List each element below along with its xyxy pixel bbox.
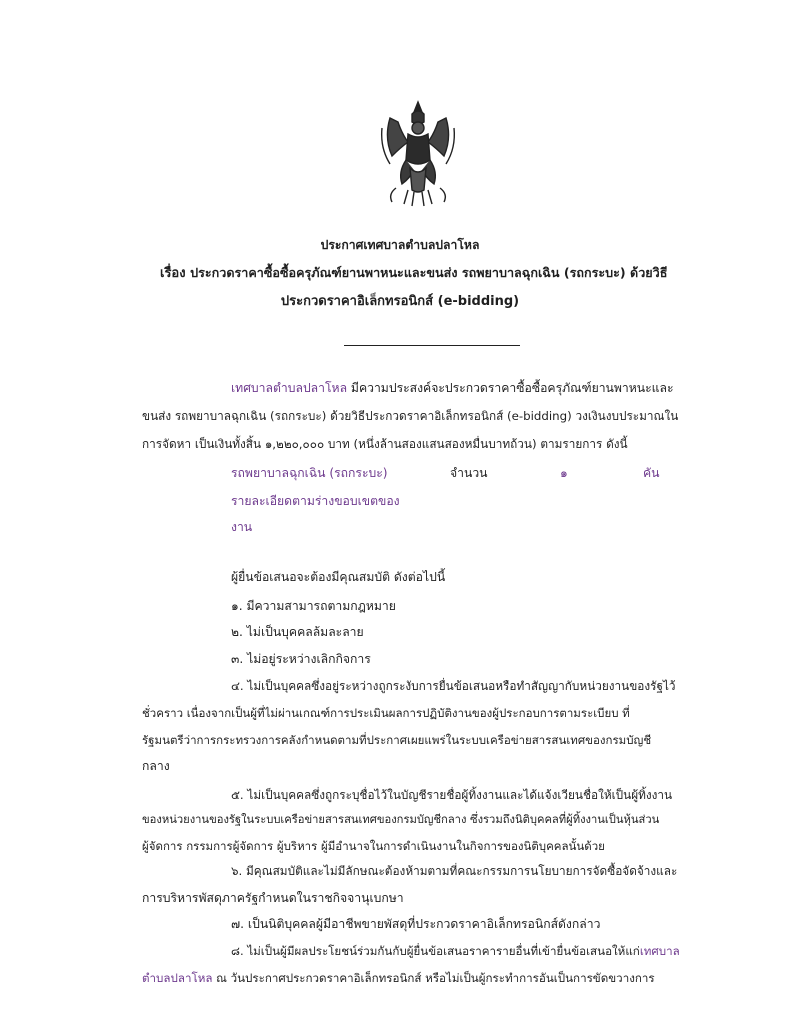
- qualification-2: ๒. ไม่เป็นบุคคลล้มละลาย: [231, 625, 364, 639]
- qualifications-heading: ผู้ยื่นข้อเสนอจะต้องมีคุณสมบัติ ดังต่อไปนี้: [231, 570, 446, 584]
- qualification-5-line3: ผู้จัดการ กรรมการผู้จัดการ ผู้บริหาร ผู้มีอำนาจในการดำเนินงานในกิจการของนิติบุคคลนั้นด้วย: [142, 839, 605, 853]
- item-unit: คัน: [643, 466, 660, 480]
- title-divider: [344, 345, 520, 346]
- announcement-org-line: ประกาศเทศบาลตำบลปลาโหล: [320, 238, 480, 252]
- qualification-4-line2: ชั่วคราว เนื่องจากเป็นผู้ที่ไม่ผ่านเกณฑ์การประเมินผลการปฏิบัติงานของผู้ประกอบการตามระเบียบ ที่: [142, 706, 630, 720]
- intro-org-name: เทศบาลตำบลปลาโหล: [231, 381, 348, 395]
- intro-line-2: ขนส่ง รถพยาบาลฉุกเฉิน (รถกระบะ) ด้วยวิธีประกวดราคาอิเล็กทรอนิกส์ (e-bidding) วงเงินงบประมาณใน: [142, 409, 679, 423]
- item-detail-line2: งาน: [231, 520, 253, 534]
- garuda-emblem-icon: [378, 98, 458, 210]
- qualification-4-line4: กลาง: [142, 759, 170, 773]
- qualification-8-line2: ตำบลปลาโหล ณ วันประกาศประกวดราคาอิเล็กทรอนิกส์ หรือไม่เป็นผู้กระทำการอันเป็นการขัดขวางการ: [142, 971, 655, 985]
- qualification-8-org-a: เทศบาล: [639, 944, 680, 958]
- item-qty-label: จำนวน: [450, 466, 488, 480]
- qualification-3: ๓. ไม่อยู่ระหว่างเลิกกิจการ: [231, 652, 371, 666]
- subject-prefix: เรื่อง: [160, 266, 186, 281]
- intro-line-3: การจัดหา เป็นเงินทั้งสิ้น ๑,๒๒๐,๐๐๐ บาท (หนึ่งล้านสองแสนสองหมื่นบาทถ้วน) ตามรายการ ดังนี้: [142, 437, 628, 451]
- qualification-5-line1: ๕. ไม่เป็นบุคคลซึ่งถูกระบุชื่อไว้ในบัญชีรายชื่อผู้ทิ้งงานและได้แจ้งเวียนชื่อให้เป็นผู้ทิ้งงาน: [231, 788, 673, 802]
- item-name: รถพยาบาลฉุกเฉิน (รถกระบะ): [231, 466, 388, 480]
- qualification-6-line1: ๖. มีคุณสมบัติและไม่มีลักษณะต้องห้ามตามที่คณะกรรมการนโยบายการจัดซื้อจัดจ้างและ: [231, 864, 678, 878]
- qualification-5-line2: ของหน่วยงานของรัฐในระบบเครือข่ายสารสนเทศของกรมบัญชีกลาง ซึ่งรวมถึงนิติบุคคลที่ผู้ทิ้งงานเป็นหุ้นส่วน: [142, 813, 660, 826]
- item-qty: ๑: [560, 466, 568, 480]
- qualification-6-line2: การบริหารพัสดุภาครัฐกำหนดในราชกิจจานุเบกษา: [142, 891, 404, 905]
- item-detail-line1: รายละเอียดตามร่างขอบเขตของ: [231, 494, 400, 508]
- qualification-8-org-b: ตำบลปลาโหล: [142, 971, 213, 985]
- announcement-subject-line2: ประกวดราคาอิเล็กทรอนิกส์ (e-bidding): [280, 294, 520, 309]
- qualification-7: ๗. เป็นนิติบุคคลผู้มีอาชีพขายพัสดุที่ประกวดราคาอิเล็กทรอนิกส์ดังกล่าว: [231, 917, 601, 931]
- qualification-4-line3: รัฐมนตรีว่าการกระทรวงการคลังกำหนดตามที่ประกาศเผยแพร่ในระบบเครือข่ายสารสนเทศของกรมบัญชี: [142, 733, 652, 747]
- qualification-1: ๑. มีความสามารถตามกฎหมาย: [231, 599, 396, 613]
- intro-line-1: เทศบาลตำบลปลาโหล มีความประสงค์จะประกวดราคาซื้อซื้อครุภัณฑ์ยานพาหนะและ: [231, 381, 674, 395]
- subject-text-line1: ประกวดราคาซื้อซื้อครุภัณฑ์ยานพาหนะและขนส่ง รถพยาบาลฉุกเฉิน (รถกระบะ) ด้วยวิธี: [190, 265, 668, 280]
- qualification-8-line1: ๘. ไม่เป็นผู้มีผลประโยชน์ร่วมกันกับผู้ยื่นข้อเสนอราคารายอื่นที่เข้ายื่นข้อเสนอให้แก่เทศบาล: [231, 944, 680, 958]
- announcement-subject-line1: [160, 262, 720, 283]
- qualification-4-line1: ๔. ไม่เป็นบุคคลซึ่งอยู่ระหว่างถูกระงับการยื่นข้อเสนอหรือทำสัญญากับหน่วยงานของรัฐไว้: [231, 679, 676, 693]
